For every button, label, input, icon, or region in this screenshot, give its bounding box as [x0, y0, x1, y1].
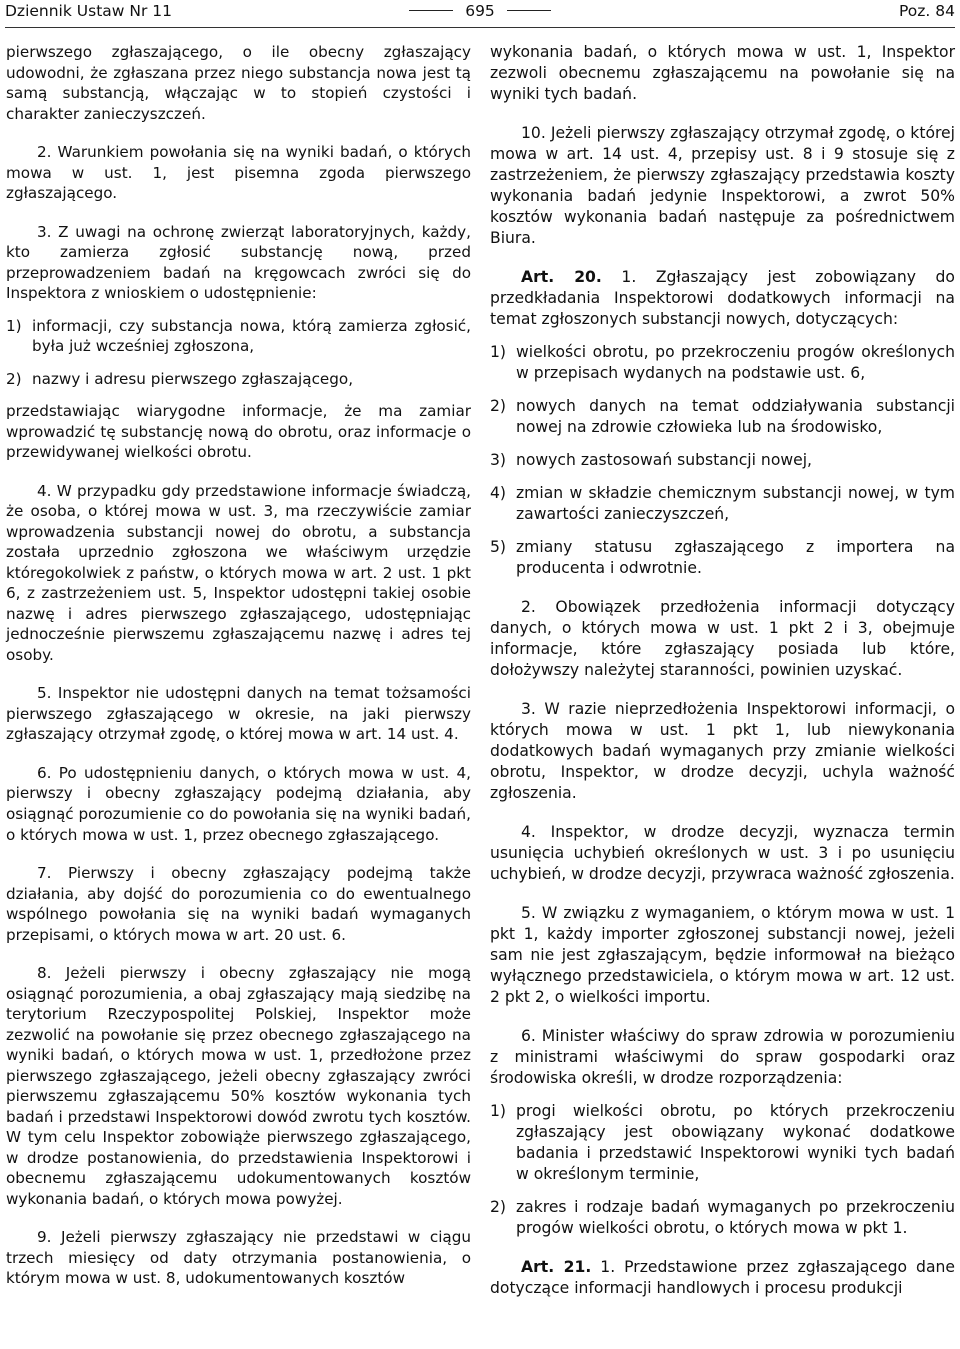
list-item-text: progi wielkości obrotu, po których przekroczeniu zgłaszający jest obowiązany wykonać dodatkowe badania i przedstawić Inspektorowi wyniki tych badań w określonym terminie,	[516, 1102, 955, 1183]
list-item-number: 2)	[490, 1198, 507, 1216]
page-number-value: 695	[465, 2, 495, 20]
list-item-text: wielkości obrotu, po przekroczeniu progów określonych w przepisach wydanych na podstawie ust. 6,	[516, 343, 955, 382]
list-item	[490, 342, 955, 384]
list-item	[490, 450, 955, 471]
paragraph-2: 2. Warunkiem powołania się na wyniki badań, o których mowa w ust. 1, jest pisemna zgoda pierwszego zgłaszającego.	[6, 143, 471, 203]
list-item-text: informacji, czy substancja nowa, którą zamierza zgłosić, była już wcześniej zgłoszona,	[32, 316, 471, 356]
journal-title: Dziennik Ustaw Nr 11	[5, 2, 172, 20]
paragraph-9: 9. Jeżeli pierwszy zgłaszający nie przedstawi w ciągu trzech miesięcy od daty otrzymania postanowienia, o którym mowa w ust. 8, udokumentowanych kosztów	[6, 1228, 471, 1288]
article-20-paragraph-5: 5. W związku z wymaganiem, o którym mowa w ust. 1 pkt 1, każdy importer zgłoszonej substancji nowej, jeżeli sam nie jest zgłaszającym, będzie informował na bieżąco wyłącznego przedstawiciela, o którym mowa w art. 12 ust. 2 pkt 2, o wielkości importu.	[490, 904, 955, 1006]
paragraph-3: 3. Z uwagi na ochronę zwierząt laboratoryjnych, każdy, kto zamierza zgłosić substancję nową, przed przeprowadzeniem badań na kręgowcach zwróci się do Inspektora z wnioskiem o udostępnienie:	[6, 222, 471, 303]
paragraph-continuation: pierwszego zgłaszającego, o ile obecny zgłaszający udowodni, że zgłaszana przez niego substancja nowa jest tą samą substancją, włączając w to stopień czystości i charakter zanieczyszczeń.	[6, 43, 471, 123]
article-20-paragraph-4: 4. Inspektor, w drodze decyzji, wyznacza termin usunięcia uchybień określonych w ust. 3 i po usunięciu uchybień, w drodze decyzji, przywraca ważność zgłoszenia.	[490, 823, 955, 883]
list-item-text: zmiany statusu zgłaszającego z importera na producenta i odwrotnie.	[516, 538, 955, 577]
list-item-number: 2)	[490, 397, 507, 415]
list-item-text: nazwy i adresu pierwszego zgłaszającego,	[32, 369, 354, 388]
paragraph-4: 4. W przypadku gdy przedstawione informacje świadczą, że osoba, o której mowa w ust. 3, ma rzeczywiście zamiar wprowadzenia substancji nowej do obrotu, a substancja została uprzednio zgłoszona we właściwym urzędzie któregokolwiek z państw, o których mowa w art. 2 ust. 1 pkt 6, z zastrzeżeniem ust. 5, Inspektor udostępni takiej osobie nazwę i adres pierwszego zgłaszającego, udostępniając jednocześnie pierwszemu zgłaszającemu nazwę i adres tej osoby.	[6, 481, 471, 664]
list-item	[490, 1197, 955, 1239]
list-item-number: 1)	[490, 343, 507, 361]
list-item-text: nowych zastosowań substancji nowej,	[516, 451, 812, 469]
paragraph-5: 5. Inspektor nie udostępni danych na temat tożsamości pierwszego zgłaszającego w okresie, na jaki pierwszy zgłaszający otrzymał zgodę, o której mowa w art. 14 ust. 4.	[6, 684, 471, 744]
dash-right	[507, 10, 551, 11]
list-item-text: nowych danych na temat oddziaływania substancji nowej na zdrowie człowieka lub na środowisko,	[516, 397, 955, 436]
list-item-number: 4)	[490, 484, 507, 502]
article-21-label: Art. 21.	[521, 1258, 592, 1276]
paragraph-6: 6. Po udostępnieniu danych, o których mowa w ust. 4, pierwszy i obecny zgłaszający podejmą działania, aby osiągnąć porozumienie co do powołania się na wyniki badań, o których mowa w ust. 1, przez obecnego zgłaszającego.	[6, 763, 471, 844]
paragraph-7: 7. Pierwszy i obecny zgłaszający podejmą także działania, aby dojść do porozumienia co do ewentualnego wspólnego powołania się na wyniki badań wymaganych przepisami, o których mowa w art. 20 ust. 6.	[6, 864, 471, 944]
list-item-number: 5)	[490, 538, 507, 556]
list-item-number: 3)	[490, 451, 507, 469]
paragraph-continuation: wykonania badań, o których mowa w ust. 1, Inspektor zezwoli obecnemu zgłaszającemu na powołanie się na wyniki tych badań.	[490, 43, 955, 103]
list-item-text: zmian w składzie chemicznym substancji nowej, w tym zawartości zanieczyszczeń,	[516, 484, 955, 523]
article-20-label: Art. 20.	[521, 268, 602, 286]
list-item	[490, 1101, 955, 1185]
article-20-paragraph-6: 6. Minister właściwy do spraw zdrowia w porozumieniu z ministrami właściwymi do spraw gospodarki oraz środowiska określi, w drodze rozporządzenia:	[490, 1027, 955, 1087]
list-item-number: 2)	[6, 369, 22, 388]
list-item	[6, 316, 471, 357]
position-number: Poz. 84	[899, 2, 955, 20]
list-item-text: zakres i rodzaje badań wymaganych po przekroczeniu progów wielkości obrotu, o których mowa w pkt 1.	[516, 1198, 955, 1237]
paragraph-3-tail: przedstawiając wiarygodne informacje, że ma zamiar wprowadzić tę substancję nową do obrotu, oraz informacje o przewidywanej wielkości obrotu.	[6, 402, 471, 462]
list-item-number: 1)	[6, 316, 22, 335]
article-20-paragraph-3: 3. W razie nieprzedłożenia Inspektorowi informacji, o których mowa w ust. 1 pkt 1, lub niewykonania dodatkowych badań wymaganych przy zmianie wielkości obrotu, Inspektor, w drodze decyzji, uchyla ważność zgłoszenia.	[490, 700, 955, 802]
page-number	[385, 0, 575, 22]
dash-left	[409, 10, 453, 11]
paragraph-8: 8. Jeżeli pierwszy i obecny zgłaszający nie mogą osiągnąć porozumienia, a obaj zgłaszający mają siedzibę na terytorium Rzeczypospolitej Polskiej, Inspektor może zezwolić na powołanie się przez obecnego zgłaszającego na wyniki badań, o których mowa w ust. 1, przedłożone przez pierwszego zgłaszającego, jeżeli obecny zgłaszający zwróci pierwszemu zgłaszającemu 50% kosztów wykonania tych badań i przedstawi Inspektorowi dowód zwrotu tych kosztów. W tym celu Inspektor zobowiąże pierwszego zgłaszającego, w drodze postanowienia, do przedstawienia Inspektorowi i obecnemu zgłaszającemu udokumentowanych kosztów wykonania badań, o których mowa powyżej.	[6, 964, 471, 1208]
page-header	[5, 0, 955, 26]
article-20-paragraph-2: 2. Obowiązek przedłożenia informacji dotyczący danych, o których mowa w ust. 1 pkt 2 i 3, obejmuje informacje, które zgłaszający posiada lub które, dołożywszy należytej staranności, powinien uzyskać.	[490, 598, 955, 679]
list-item	[490, 537, 955, 579]
article-21	[490, 1257, 955, 1299]
left-column	[6, 42, 471, 1307]
paragraph-10: 10. Jeżeli pierwszy zgłaszający otrzymał zgodę, o której mowa w art. 14 ust. 4, przepisy ust. 8 i 9 stosuje się z zastrzeżeniem, że pierwszy zgłaszający przedstawia koszty wykonania badań jedynie Inspektorowi, a zwrot 50% kosztów wykonania badań następuje za pośrednictwem Biura.	[490, 124, 955, 247]
article-20-text: 1. Zgłaszający jest zobowiązany do przedkładania Inspektorowi dodatkowych informacji na temat zgłoszonych substancji nowych, dotyczących:	[490, 268, 955, 328]
list-item	[490, 483, 955, 525]
header-rule	[5, 27, 955, 28]
list-item	[6, 369, 471, 390]
article-21-text: 1. Przedstawione przez zgłaszającego dane dotyczące informacji handlowych i procesu produkcji	[490, 1258, 955, 1297]
article-20	[490, 267, 955, 330]
right-column	[490, 42, 955, 1317]
list-item	[490, 396, 955, 438]
list-item-number: 1)	[490, 1102, 507, 1120]
